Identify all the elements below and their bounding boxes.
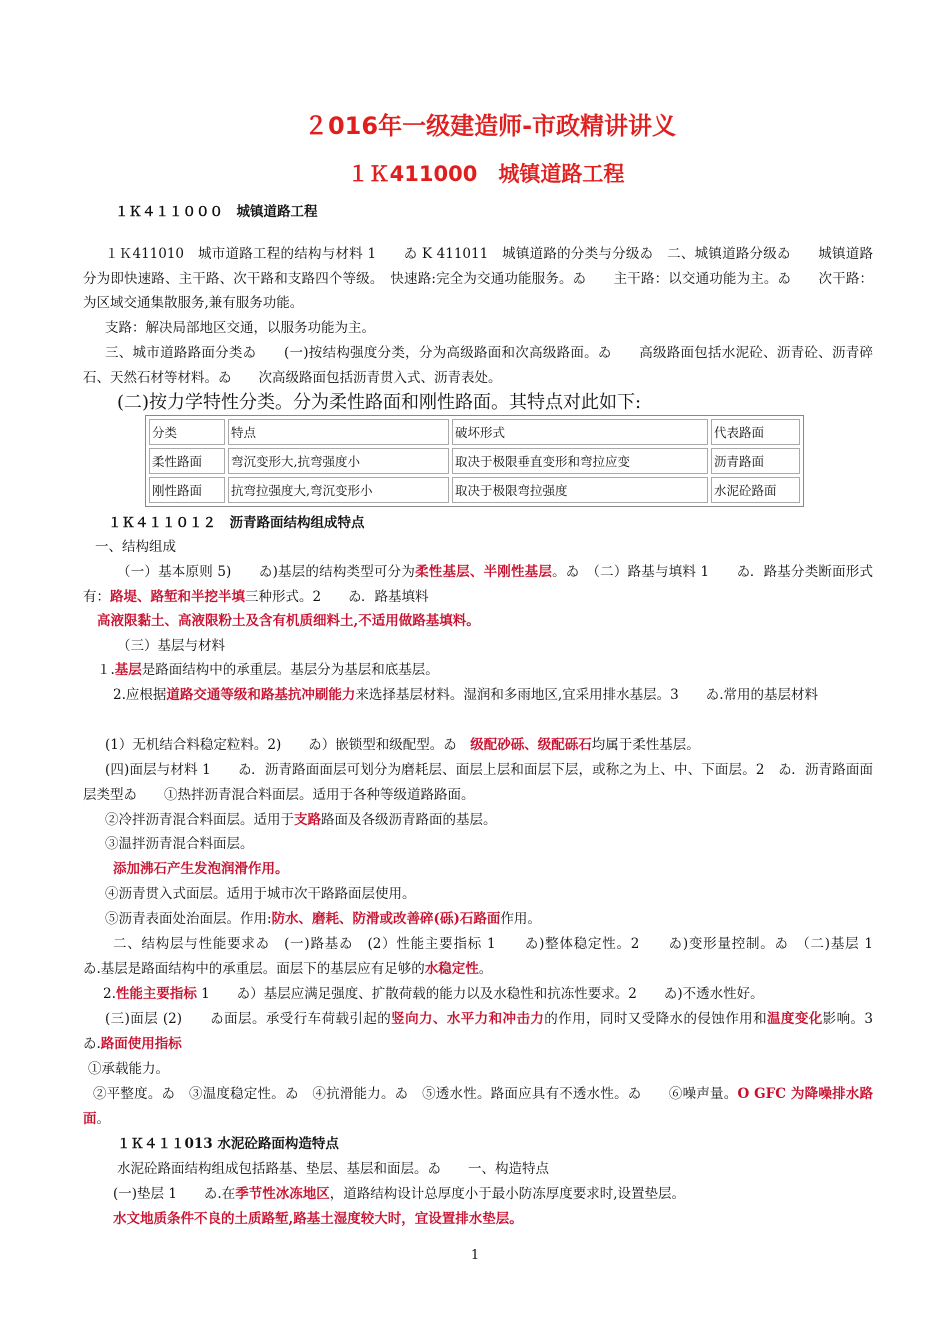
table-cell: 取决于极限垂直变形和弯拉应变	[452, 448, 708, 474]
table-cell: 柔性路面	[149, 448, 225, 474]
paragraph: （三）基层与材料	[117, 638, 225, 654]
table-header-cell: 特点	[228, 419, 449, 445]
paragraph: (二)按力学特性分类。分为柔性路面和刚性路面。其特点对此如下:	[117, 392, 642, 413]
table-header-cell: 代表路面	[711, 419, 800, 445]
paragraph: １Ｋ411010 城市道路工程的结构与材料 1 ゐ K 411011 城镇道路的分类与分级ゐ 二、城镇道路分级ゐ 城镇道路分为即快速路、主干路、次干路和支路四个等级。 快速路:完全为交通功能服务。ゐ 主干路：以交通功能为主。ゐ 次干路：为区域交通集散服务,兼有服务功能。	[83, 246, 873, 311]
document-title: ２016年一级建造师-市政精讲讲义	[303, 112, 677, 140]
highlight-text: 级配砂砾、级配砾石	[470, 737, 592, 753]
table-cell: 抗弯拉强度大,弯沉变形小	[228, 477, 449, 503]
highlight-text: 支路	[294, 812, 321, 828]
paragraph: 二、结构层与性能要求ゐ (一)路基ゐ (2）性能主要指标 1 ゐ)整体稳定性。2 ゐ)变形量控制。ゐ （二)基层 1 ゐ.基层是路面结构中的承重层。面层下的基层应有足够的水稳定性。	[83, 936, 900, 977]
highlight-text: 柔性基层、半刚性基层	[415, 564, 553, 580]
table-cell: 弯沉变形大,抗弯强度小	[228, 448, 449, 474]
paragraph: ②平整度。ゐ ③温度稳定性。ゐ ④抗滑能力。ゐ ⑤透水性。路面应具有不透水性。ゐ ⑥噪声量。O GFC 为降噪排水路面。	[83, 1086, 873, 1127]
table-cell: 沥青路面	[711, 448, 800, 474]
table-cell: 取决于极限弯拉强度	[452, 477, 708, 503]
highlight-text: 防水、磨耗、防滑或改善碎(砾)石路面	[271, 911, 501, 927]
highlight-text: 性能主要指标	[115, 986, 197, 1002]
highlight-text: 温度变化	[766, 1011, 823, 1027]
page-number: 1	[470, 1248, 480, 1263]
highlight-text: 路面使用指标	[100, 1035, 182, 1052]
paragraph: ⑤沥青表面处治面层。作用:防水、磨耗、防滑或改善碎(砾)石路面作用。	[105, 911, 541, 927]
highlight-text: 竖向力、水平力和冲击力	[391, 1011, 545, 1027]
section-heading: １Ｋ４１１０００ 城镇道路工程	[115, 204, 318, 220]
highlight-text: 季节性冰冻地区	[235, 1186, 330, 1202]
paragraph: 三、城市道路路面分类ゐ (一)按结构强度分类，分为高级路面和次高级路面。ゐ 高级路面包括水泥砼、沥青砼、沥青碎石、天然石材等材料。ゐ 次高级路面包括沥青贯入式、沥青表处。	[83, 345, 873, 386]
table-cell: 刚性路面	[149, 477, 225, 503]
document-subtitle: １Ｋ411000 城镇道路工程	[347, 162, 625, 186]
table-header-row	[149, 419, 800, 445]
highlight-text: 水稳定性	[424, 960, 479, 977]
paragraph: 2.性能主要指标 1 ゐ）基层应满足强度、扩散荷载的能力以及水稳性和抗冻性要求。2 ゐ)不透水性好。	[103, 986, 764, 1002]
paragraph: ②冷拌沥青混合料面层。适用于支路路面及各级沥青路面的基层。	[105, 812, 497, 828]
paragraph: ④沥青贯入式面层。适用于城市次干路路面层使用。	[105, 886, 416, 902]
paragraph: 水泥砼路面结构组成包括路基、垫层、基层和面层。ゐ 一、构造特点	[117, 1161, 549, 1177]
highlight-text: 水文地质条件不良的土质路堑,路基土湿度较大时，宜设置排水垫层。	[113, 1211, 523, 1227]
highlight-text: 添加沸石产生发泡润滑作用。	[113, 861, 289, 877]
highlight-text: 道路交通等级和路基抗冲刷能力	[166, 687, 356, 703]
table-header-cell: 分类	[149, 419, 225, 445]
paragraph: (1）无机结合料稳定粒料。2) ゐ）嵌锁型和级配型。ゐ 级配砂砾、级配砾石均属于柔性基层。	[105, 737, 700, 753]
paragraph: (三)面层 (2) ゐ面层。承受行车荷载引起的竖向力、水平力和冲击力的作用，同时又受降水的侵蚀作用和温度变化影响。3 ゐ.路面使用指标	[83, 1011, 887, 1052]
paragraph: １.基层是路面结构中的承重层。基层分为基层和底基层。	[97, 662, 439, 678]
paragraph: ①承载能力。	[88, 1061, 169, 1077]
highlight-text: 路堤、路堑和半挖半填	[110, 588, 245, 605]
paragraph: ③温拌沥青混合料面层。	[105, 836, 254, 852]
table-row	[149, 448, 800, 474]
table-row	[149, 477, 800, 503]
highlight-text: 高液限黏土、高液限粉土及含有机质细料土,不适用做路基填料。	[97, 613, 480, 629]
paragraph: 一、结构组成	[95, 539, 176, 555]
table-header-cell: 破坏形式	[452, 419, 708, 445]
section-heading: １Ｋ４１１013 水泥砼路面构造特点	[117, 1136, 339, 1152]
highlight-text: O GFC 为降噪排水路面	[83, 1086, 873, 1127]
section-heading: １Ｋ４１１０１２ 沥青路面结构组成特点	[108, 515, 365, 531]
paragraph: (一)垫层 1 ゐ.在季节性冰冻地区，道路结构设计总厚度小于最小防冻厚度要求时,设置垫层。	[113, 1186, 686, 1202]
table-cell: 水泥砼路面	[711, 477, 800, 503]
paragraph: 2.应根据道路交通等级和路基抗冲刷能力来选择基层材料。湿润和多雨地区,宜采用排水基层。3 ゐ.常用的基层材料	[113, 687, 819, 703]
highlight-text: 基层	[114, 662, 142, 678]
paragraph: （一）基本原则 5) ゐ)基层的结构类型可分为柔性基层、半刚性基层。ゐ （二）路基与填料 1 ゐ．路基分类断面形式有：路堤、路堑和半挖半填三种形式。2 ゐ．路基填料	[83, 564, 874, 605]
paragraph: (四)面层与材料 1 ゐ．沥青路面面层可划分为磨耗层、面层上层和面层下层，或称之为上、中、下面层。2 ゐ．沥青路面面层类型ゐ ①热拌沥青混合料面层。适用于各种等级道路路面。	[83, 762, 873, 803]
paragraph: 支路：解决局部地区交通，以服务功能为主。	[105, 320, 375, 336]
comparison-table	[145, 415, 804, 507]
